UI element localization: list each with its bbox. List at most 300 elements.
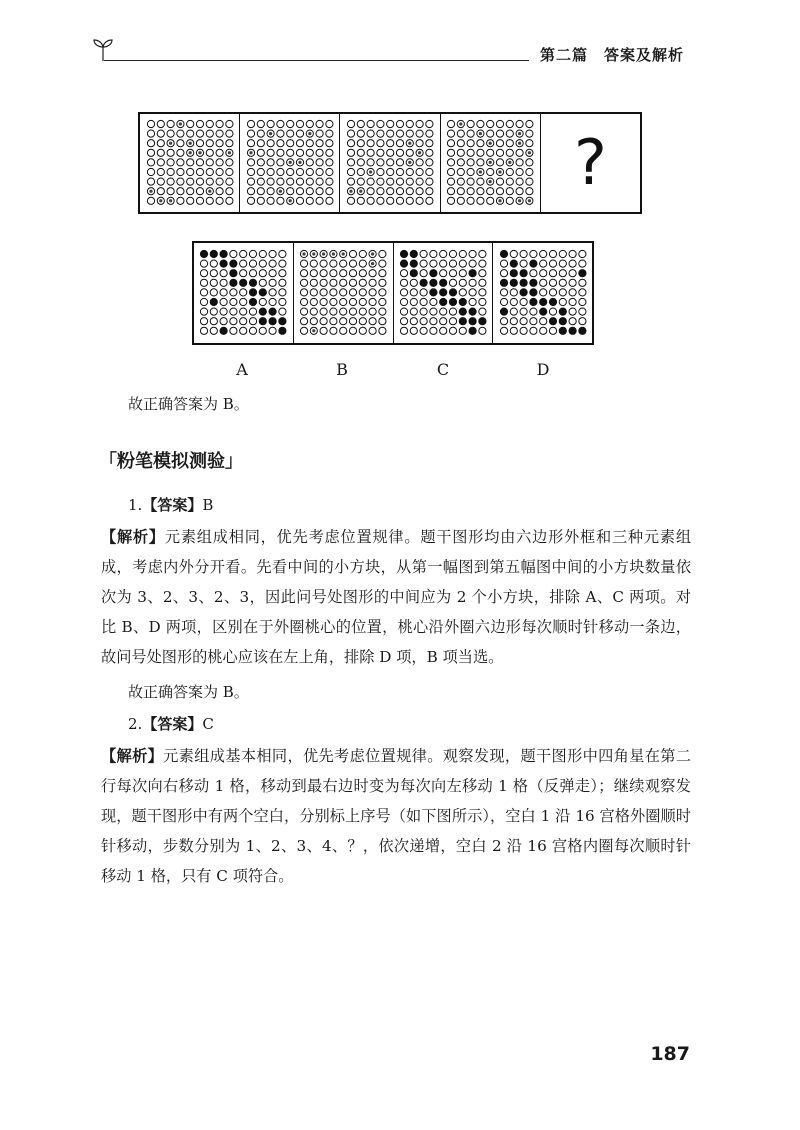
grid-dot bbox=[279, 289, 286, 296]
grid-dot bbox=[369, 327, 376, 334]
section-title-block bbox=[99, 447, 243, 473]
grid-dot bbox=[469, 318, 476, 325]
option-label-c: C bbox=[436, 360, 450, 379]
grid-dot bbox=[326, 140, 333, 147]
grid-dot bbox=[359, 318, 366, 325]
grid-dot bbox=[296, 120, 303, 127]
dot-grid bbox=[145, 119, 235, 207]
grid-dot bbox=[506, 197, 513, 204]
grid-dot bbox=[578, 289, 585, 296]
grid-dot bbox=[500, 279, 507, 286]
grid-dot bbox=[387, 197, 394, 204]
grid-dot bbox=[196, 178, 203, 185]
grid-dot bbox=[377, 197, 384, 204]
grid-dot bbox=[330, 327, 337, 334]
grid-dot bbox=[578, 327, 585, 334]
grid-dot bbox=[147, 149, 154, 156]
grid-dot bbox=[196, 188, 203, 195]
grid-dot bbox=[279, 260, 286, 267]
grid-dot-pattern bbox=[418, 151, 421, 154]
grid-dot bbox=[479, 279, 486, 286]
grid-dot bbox=[457, 168, 464, 175]
grid-dot bbox=[316, 120, 323, 127]
grid-dot bbox=[457, 149, 464, 156]
grid-dot bbox=[449, 327, 456, 334]
grid-dot bbox=[500, 289, 507, 296]
grid-dot bbox=[559, 279, 566, 286]
grid-dot-pattern bbox=[518, 132, 521, 135]
grid-dot bbox=[510, 279, 517, 286]
grid-dot bbox=[216, 149, 223, 156]
grid-dot bbox=[430, 308, 437, 315]
grid-dot bbox=[326, 178, 333, 185]
grid-dot bbox=[578, 250, 585, 257]
grid-dot bbox=[497, 178, 504, 185]
grid-dot bbox=[410, 250, 417, 257]
grid-dot bbox=[439, 260, 446, 267]
grid-dot-pattern bbox=[518, 142, 521, 145]
grid-dot-pattern bbox=[188, 151, 191, 154]
grid-dot bbox=[420, 327, 427, 334]
grid-dot bbox=[549, 289, 556, 296]
grid-dot bbox=[225, 197, 232, 204]
grid-dot bbox=[520, 327, 527, 334]
grid-dot bbox=[578, 270, 585, 277]
grid-dot bbox=[377, 120, 384, 127]
grid-dot bbox=[367, 140, 374, 147]
grid-dot-pattern bbox=[298, 161, 301, 164]
grid-dot-pattern bbox=[169, 142, 172, 145]
grid-dot bbox=[379, 327, 386, 334]
grid-dot bbox=[449, 270, 456, 277]
grid-dot bbox=[430, 327, 437, 334]
grid-dot bbox=[510, 308, 517, 315]
grid-dot bbox=[369, 298, 376, 305]
grid-dot bbox=[369, 318, 376, 325]
grid-dot bbox=[516, 178, 523, 185]
grid-dot bbox=[396, 140, 403, 147]
grid-dot bbox=[211, 308, 218, 315]
grid-dot bbox=[426, 168, 433, 175]
grid-dot bbox=[220, 327, 227, 334]
grid-dot bbox=[479, 270, 486, 277]
grid-dot bbox=[206, 120, 213, 127]
grid-dot bbox=[216, 188, 223, 195]
grid-dot bbox=[497, 159, 504, 166]
grid-dot bbox=[326, 149, 333, 156]
grid-dot-pattern bbox=[518, 199, 521, 202]
grid-dot bbox=[277, 140, 284, 147]
grid-dot bbox=[477, 188, 484, 195]
grid-dot bbox=[448, 140, 455, 147]
grid-dot bbox=[459, 270, 466, 277]
grid-dot bbox=[247, 188, 254, 195]
grid-dot bbox=[477, 140, 484, 147]
grid-dot bbox=[500, 327, 507, 334]
grid-dot bbox=[420, 298, 427, 305]
grid-dot bbox=[247, 168, 254, 175]
grid-dot bbox=[350, 260, 357, 267]
q1-analysis-text: 元素组成相同，优先考虑位置规律。题干图形均由六边形外框和三种元素组成，考虑内外分开看。先看中间的小方块，从第一幅图到第五幅图中间的小方块数量依次为 3、2、3、2、3，因此问号处图形的中间应为 2 个小方块，排除 A、C 两项。对比 B、D 两项，区别在于外圈桃心的位置，桃心沿外圈六边形每次顺时针移动一条边，故问号处图形的桃心应该在左上角，排除 D 项，B 项当选。 bbox=[101, 528, 692, 666]
grid-dot-pattern bbox=[479, 132, 482, 135]
grid-dot bbox=[416, 159, 423, 166]
grid-dot bbox=[549, 308, 556, 315]
grid-dot bbox=[269, 289, 276, 296]
grid-dot-pattern bbox=[159, 199, 162, 202]
grid-dot bbox=[260, 318, 267, 325]
grid-dot bbox=[559, 318, 566, 325]
grid-dot bbox=[201, 250, 208, 257]
grid-dot bbox=[206, 159, 213, 166]
grid-dot bbox=[506, 140, 513, 147]
grid-dot bbox=[500, 318, 507, 325]
grid-dot bbox=[539, 289, 546, 296]
grid-dot bbox=[439, 298, 446, 305]
grid-dot bbox=[526, 159, 533, 166]
grid-dot bbox=[220, 260, 227, 267]
grid-dot bbox=[369, 289, 376, 296]
grid-dot bbox=[216, 130, 223, 137]
grid-dot bbox=[277, 159, 284, 166]
grid-dot bbox=[479, 298, 486, 305]
grid-dot bbox=[225, 130, 232, 137]
q1-answer: B bbox=[202, 496, 214, 514]
grid-dot bbox=[326, 159, 333, 166]
grid-dot bbox=[406, 130, 413, 137]
grid-dot bbox=[250, 260, 257, 267]
grid-dot-pattern bbox=[369, 170, 372, 173]
grid-dot bbox=[310, 270, 317, 277]
question-panel bbox=[240, 114, 340, 212]
grid-dot bbox=[510, 270, 517, 277]
grid-dot bbox=[306, 188, 313, 195]
grid-dot bbox=[400, 289, 407, 296]
grid-dot bbox=[526, 120, 533, 127]
grid-dot bbox=[520, 279, 527, 286]
grid-dot bbox=[359, 289, 366, 296]
grid-dot bbox=[506, 149, 513, 156]
grid-dot bbox=[526, 168, 533, 175]
grid-dot bbox=[406, 188, 413, 195]
grid-dot bbox=[267, 188, 274, 195]
grid-dot bbox=[449, 250, 456, 257]
grid-dot bbox=[459, 250, 466, 257]
grid-dot-pattern bbox=[489, 180, 492, 183]
grid-dot bbox=[516, 120, 523, 127]
grid-dot bbox=[459, 279, 466, 286]
grid-dot bbox=[387, 149, 394, 156]
grid-dot-pattern bbox=[322, 252, 325, 255]
grid-dot bbox=[379, 308, 386, 315]
grid-dot bbox=[569, 298, 576, 305]
grid-dot bbox=[250, 327, 257, 334]
grid-dot bbox=[230, 318, 237, 325]
grid-dot bbox=[240, 270, 247, 277]
grid-dot bbox=[400, 318, 407, 325]
grid-dot bbox=[211, 298, 218, 305]
q2-analysis-text: 元素组成基本相同，优先考虑位置规律。观察发现，题干图形中四角星在第二行每次向右移动 1 格，移动到最右边时变为每次向左移动 1 格（反弹走）；继续观察发现，题干图形中有两个空白，分别标上序号（如下图所示），空白 1 沿 16 宫格外圈顺时针移动，步数分别为 1、2、3、4、？，依次递增，空白 2 沿 16 宫格内圈每次顺时针移动 1 格，只有 C 项符合。 bbox=[101, 747, 692, 885]
grid-dot bbox=[430, 270, 437, 277]
grid-dot bbox=[240, 327, 247, 334]
grid-dot bbox=[330, 260, 337, 267]
grid-dot bbox=[396, 168, 403, 175]
grid-dot bbox=[286, 140, 293, 147]
grid-dot bbox=[357, 120, 364, 127]
grid-dot bbox=[257, 168, 264, 175]
grid-dot bbox=[196, 120, 203, 127]
grid-dot bbox=[257, 140, 264, 147]
grid-dot bbox=[260, 250, 267, 257]
grid-dot bbox=[487, 130, 494, 137]
grid-dot bbox=[406, 178, 413, 185]
grid-dot bbox=[387, 168, 394, 175]
grid-dot bbox=[406, 197, 413, 204]
grid-dot bbox=[477, 197, 484, 204]
grid-dot bbox=[167, 130, 174, 137]
grid-dot bbox=[147, 178, 154, 185]
grid-dot bbox=[257, 178, 264, 185]
grid-dot bbox=[326, 130, 333, 137]
grid-dot bbox=[410, 260, 417, 267]
grid-dot bbox=[377, 178, 384, 185]
grid-dot bbox=[350, 308, 357, 315]
grid-dot bbox=[559, 327, 566, 334]
grid-dot bbox=[326, 168, 333, 175]
grid-dot bbox=[420, 308, 427, 315]
grid-dot bbox=[426, 159, 433, 166]
grid-dot bbox=[357, 197, 364, 204]
grid-dot bbox=[257, 188, 264, 195]
grid-dot bbox=[377, 130, 384, 137]
grid-dot bbox=[357, 149, 364, 156]
grid-dot bbox=[357, 140, 364, 147]
grid-dot bbox=[379, 279, 386, 286]
grid-dot bbox=[260, 298, 267, 305]
grid-dot bbox=[157, 120, 164, 127]
grid-dot bbox=[569, 260, 576, 267]
grid-dot bbox=[539, 308, 546, 315]
grid-dot bbox=[497, 149, 504, 156]
grid-dot bbox=[347, 197, 354, 204]
grid-dot bbox=[250, 298, 257, 305]
grid-dot bbox=[340, 308, 347, 315]
grid-dot bbox=[357, 178, 364, 185]
option-panel-c bbox=[394, 243, 494, 343]
grid-dot bbox=[340, 270, 347, 277]
grid-dot bbox=[320, 279, 327, 286]
grid-dot bbox=[326, 197, 333, 204]
grid-dot bbox=[529, 250, 536, 257]
grid-dot bbox=[426, 178, 433, 185]
grid-dot-pattern bbox=[227, 151, 230, 154]
grid-dot bbox=[320, 289, 327, 296]
grid-dot bbox=[301, 289, 308, 296]
grid-dot bbox=[347, 120, 354, 127]
dot-grid bbox=[345, 119, 435, 207]
grid-dot bbox=[176, 197, 183, 204]
grid-dot bbox=[430, 279, 437, 286]
grid-dot bbox=[396, 197, 403, 204]
grid-dot bbox=[359, 327, 366, 334]
grid-dot-pattern bbox=[479, 170, 482, 173]
grid-dot bbox=[260, 327, 267, 334]
grid-dot bbox=[459, 289, 466, 296]
q2-answer-line bbox=[128, 713, 214, 735]
option-figure-row bbox=[192, 241, 594, 345]
grid-dot bbox=[230, 279, 237, 286]
grid-dot bbox=[367, 120, 374, 127]
grid-dot bbox=[201, 308, 208, 315]
grid-dot bbox=[426, 140, 433, 147]
grid-dot bbox=[387, 188, 394, 195]
grid-dot bbox=[526, 178, 533, 185]
grid-dot bbox=[176, 168, 183, 175]
question-figure-row bbox=[138, 112, 642, 214]
grid-dot bbox=[410, 279, 417, 286]
grid-dot bbox=[420, 289, 427, 296]
grid-dot bbox=[510, 298, 517, 305]
grid-dot bbox=[479, 318, 486, 325]
grid-dot bbox=[201, 289, 208, 296]
grid-dot bbox=[506, 168, 513, 175]
grid-dot bbox=[359, 308, 366, 315]
grid-dot bbox=[320, 308, 327, 315]
grid-dot bbox=[410, 289, 417, 296]
grid-dot bbox=[240, 289, 247, 296]
grid-dot bbox=[487, 197, 494, 204]
grid-dot bbox=[240, 279, 247, 286]
grid-dot bbox=[260, 308, 267, 315]
q2-answer-label: 【答案】 bbox=[142, 715, 203, 733]
grid-dot bbox=[350, 289, 357, 296]
grid-dot bbox=[387, 178, 394, 185]
grid-dot bbox=[306, 149, 313, 156]
grid-dot bbox=[206, 178, 213, 185]
grid-dot bbox=[277, 168, 284, 175]
grid-dot bbox=[430, 298, 437, 305]
grid-dot bbox=[559, 298, 566, 305]
grid-dot bbox=[469, 279, 476, 286]
grid-dot bbox=[225, 168, 232, 175]
grid-dot bbox=[529, 318, 536, 325]
grid-dot bbox=[316, 140, 323, 147]
grid-dot bbox=[469, 270, 476, 277]
grid-dot bbox=[459, 318, 466, 325]
grid-dot bbox=[520, 289, 527, 296]
grid-dot bbox=[406, 168, 413, 175]
grid-dot bbox=[157, 159, 164, 166]
grid-dot bbox=[529, 279, 536, 286]
grid-dot bbox=[157, 168, 164, 175]
grid-dot bbox=[167, 159, 174, 166]
grid-dot-pattern bbox=[198, 151, 201, 154]
grid-dot bbox=[279, 308, 286, 315]
grid-dot bbox=[400, 327, 407, 334]
grid-dot bbox=[250, 279, 257, 286]
grid-dot bbox=[310, 298, 317, 305]
grid-dot bbox=[277, 149, 284, 156]
grid-dot bbox=[448, 149, 455, 156]
grid-dot bbox=[147, 159, 154, 166]
option-label-d: D bbox=[536, 360, 550, 379]
grid-dot bbox=[448, 197, 455, 204]
grid-dot bbox=[457, 159, 464, 166]
grid-dot bbox=[469, 308, 476, 315]
grid-dot bbox=[296, 197, 303, 204]
grid-dot bbox=[176, 149, 183, 156]
grid-dot bbox=[379, 250, 386, 257]
grid-dot bbox=[220, 270, 227, 277]
grid-dot bbox=[301, 270, 308, 277]
grid-dot-pattern bbox=[288, 199, 291, 202]
grid-dot bbox=[420, 260, 427, 267]
grid-dot bbox=[426, 149, 433, 156]
grid-dot bbox=[147, 168, 154, 175]
grid-dot bbox=[347, 168, 354, 175]
dot-grid bbox=[245, 119, 335, 207]
grid-dot bbox=[330, 279, 337, 286]
grid-dot bbox=[359, 260, 366, 267]
grid-dot bbox=[211, 260, 218, 267]
grid-dot-pattern bbox=[459, 122, 462, 125]
grid-dot-pattern bbox=[188, 142, 191, 145]
grid-dot bbox=[439, 318, 446, 325]
option-label-a: A bbox=[236, 360, 248, 379]
grid-dot bbox=[359, 270, 366, 277]
grid-dot bbox=[286, 178, 293, 185]
grid-dot bbox=[147, 120, 154, 127]
grid-dot bbox=[279, 279, 286, 286]
grid-dot bbox=[240, 318, 247, 325]
grid-dot bbox=[379, 298, 386, 305]
grid-dot bbox=[269, 327, 276, 334]
grid-dot bbox=[250, 289, 257, 296]
grid-dot bbox=[359, 298, 366, 305]
grid-dot bbox=[167, 120, 174, 127]
grid-dot bbox=[206, 197, 213, 204]
grid-dot bbox=[225, 188, 232, 195]
grid-dot bbox=[316, 149, 323, 156]
grid-dot bbox=[350, 270, 357, 277]
grid-dot bbox=[569, 279, 576, 286]
grid-dot bbox=[506, 130, 513, 137]
grid-dot-pattern bbox=[249, 151, 252, 154]
grid-dot bbox=[301, 318, 308, 325]
q1-analysis-label: 【解析】 bbox=[101, 528, 165, 546]
grid-dot bbox=[510, 318, 517, 325]
grid-dot bbox=[157, 188, 164, 195]
grid-dot-pattern bbox=[371, 252, 374, 255]
grid-dot bbox=[416, 140, 423, 147]
grid-dot bbox=[449, 260, 456, 267]
grid-dot bbox=[230, 270, 237, 277]
grid-dot bbox=[220, 318, 227, 325]
grid-dot bbox=[260, 289, 267, 296]
grid-dot bbox=[225, 178, 232, 185]
grid-dot bbox=[330, 289, 337, 296]
grid-dot bbox=[277, 120, 284, 127]
grid-dot bbox=[316, 197, 323, 204]
grid-dot bbox=[206, 168, 213, 175]
q2-number: 2. bbox=[128, 715, 143, 733]
grid-dot bbox=[267, 149, 274, 156]
grid-dot bbox=[549, 279, 556, 286]
grid-dot bbox=[326, 188, 333, 195]
grid-dot bbox=[240, 308, 247, 315]
grid-dot bbox=[340, 279, 347, 286]
grid-dot bbox=[157, 178, 164, 185]
grid-dot bbox=[569, 327, 576, 334]
